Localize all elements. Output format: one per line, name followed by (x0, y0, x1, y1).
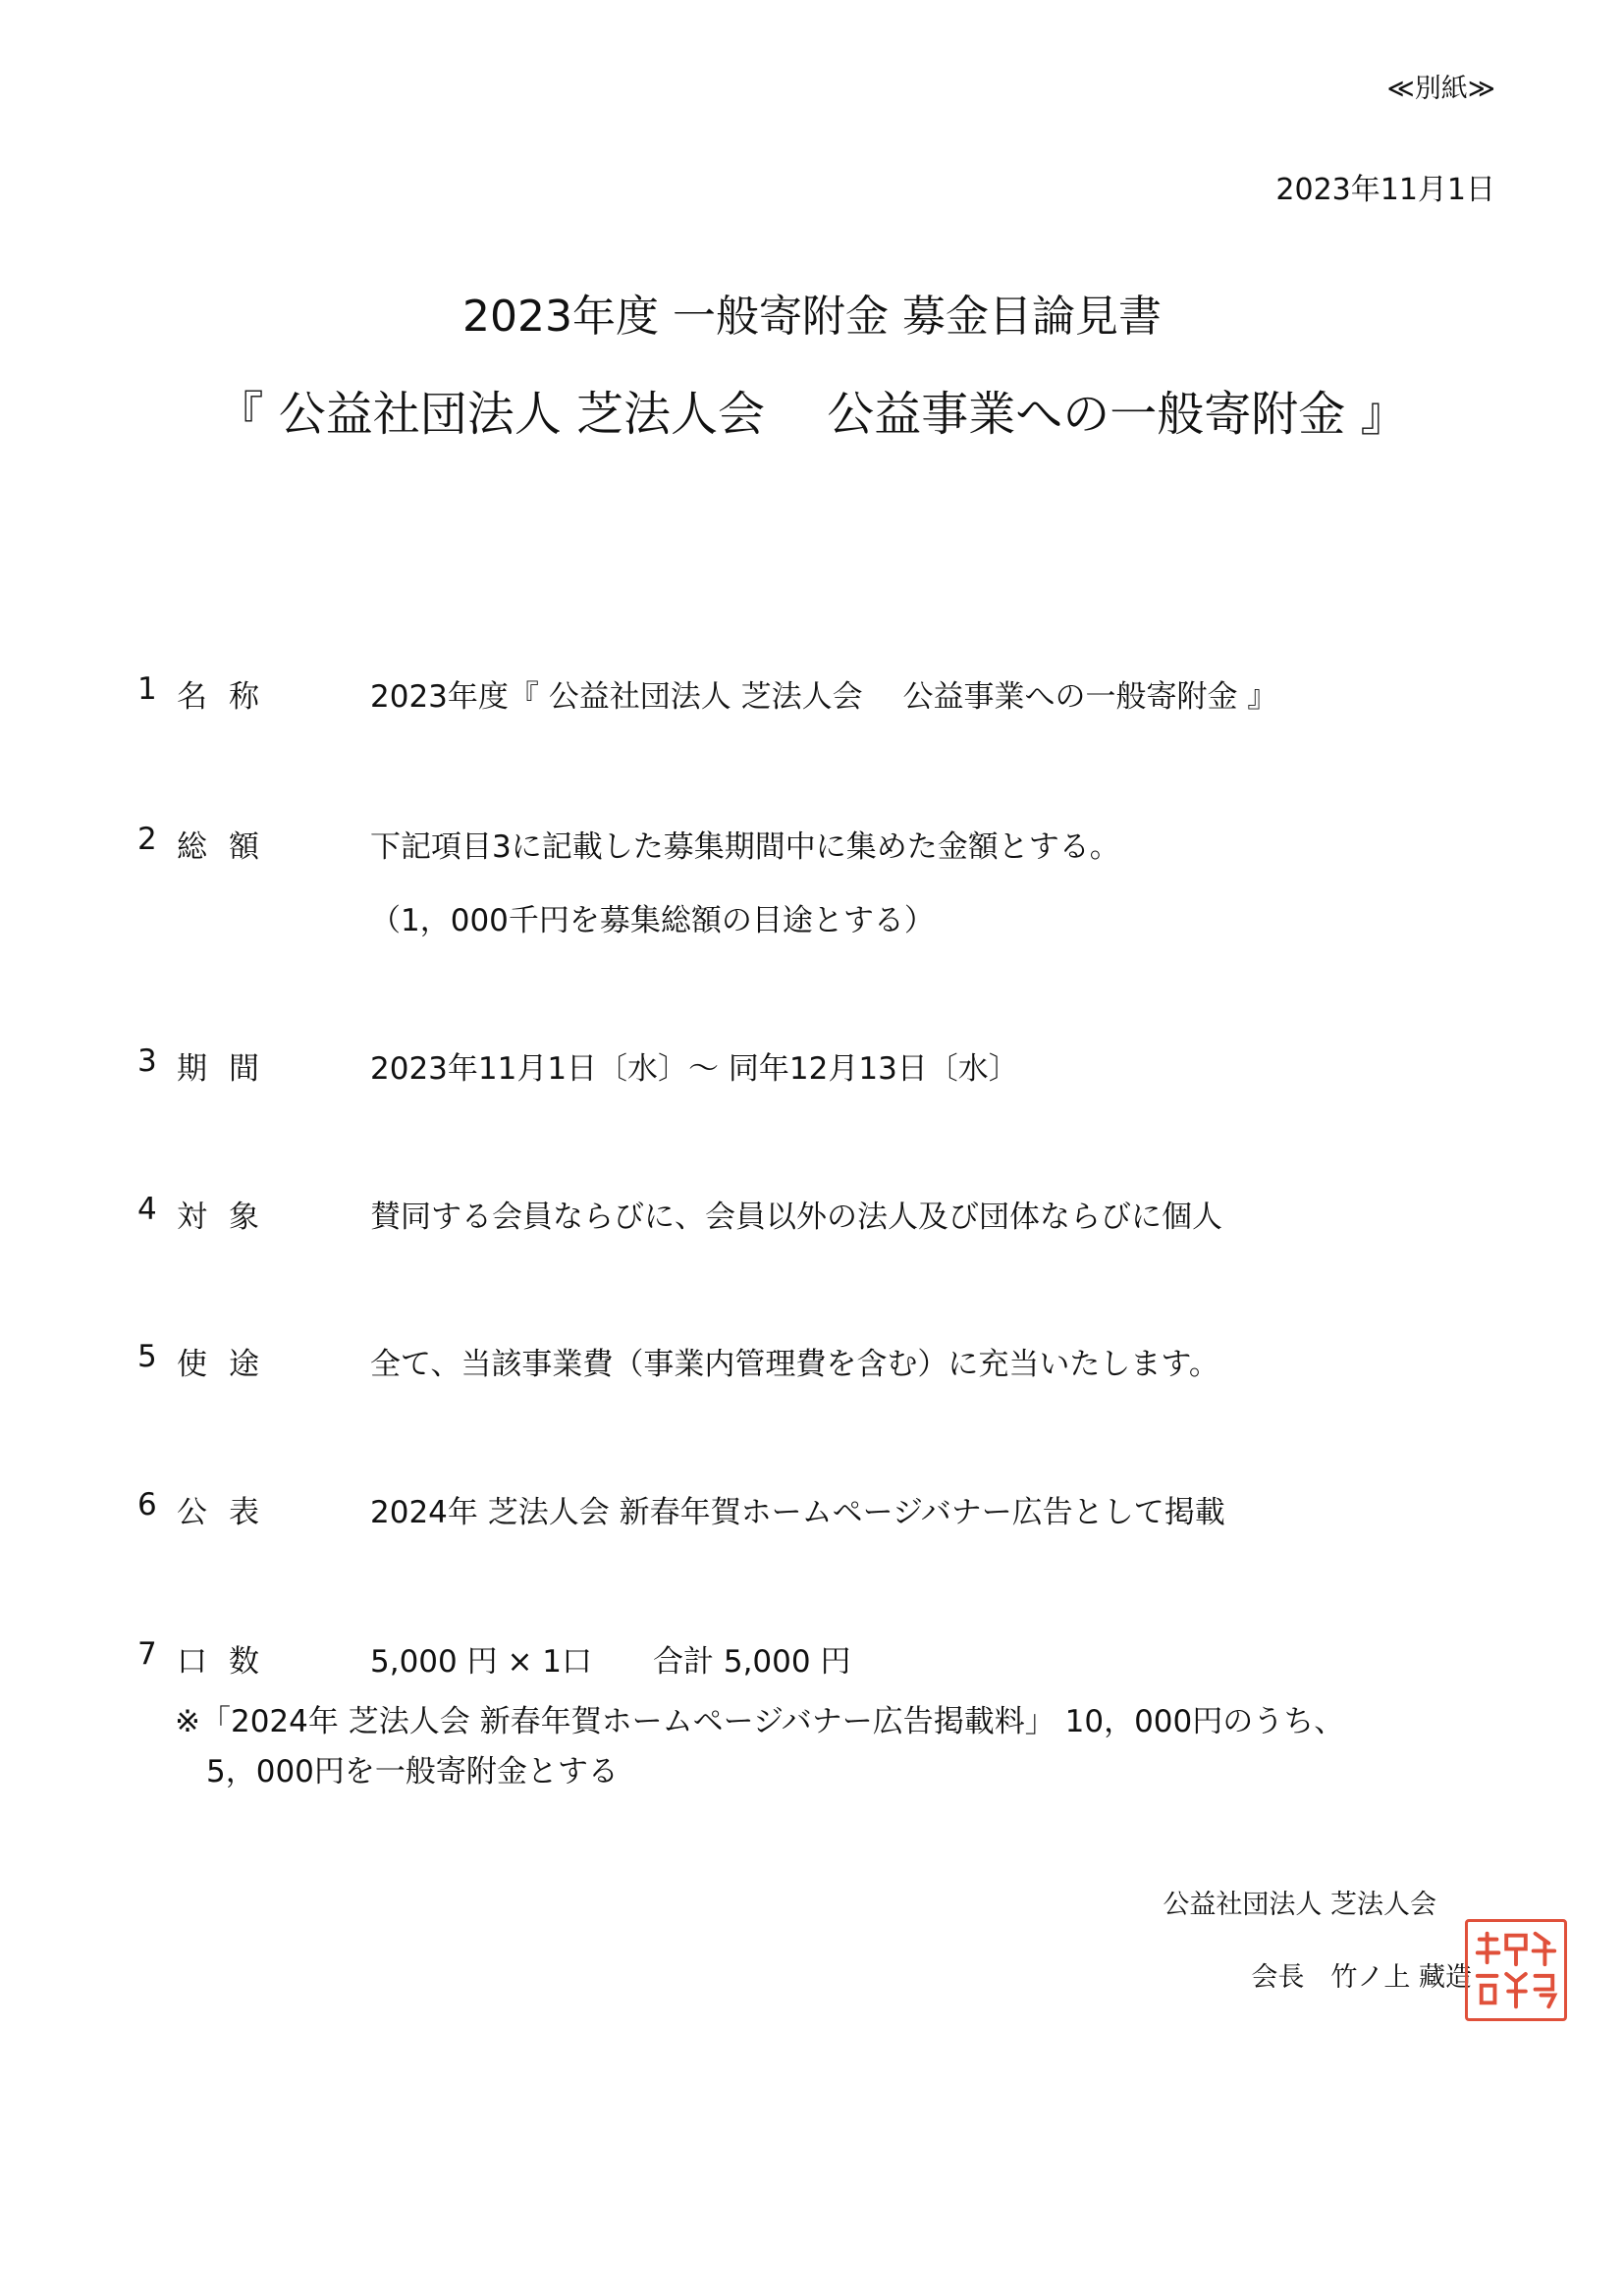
item-number: 6 (137, 1487, 157, 1522)
item-value: 賛同する会員ならびに、会員以外の法人及び団体ならびに個人 (370, 1200, 1222, 1235)
item-value: 下記項目3に記載した募集期間中に集めた金額とする。 (370, 829, 1120, 865)
item-label: 名称 (177, 679, 281, 715)
document-subtitle: 『 公益社団法人 芝法人会 公益事業への一般寄附金 』 (216, 387, 1408, 442)
item-value: 全て、当該事業費（事業内管理費を含む）に充当いたします。 (370, 1347, 1219, 1382)
item-value: 5,000 円 × 1口 合計 5,000 円 (370, 1644, 851, 1680)
item-number: 1 (137, 671, 157, 707)
item-number: 3 (137, 1043, 157, 1079)
document-title: 2023年度 一般寄附金 募金目論見書 (462, 292, 1162, 342)
note-line: ※「2024年 芝法人会 新春年賀ホームページバナー広告掲載料」 10，000円のうち、 (175, 1704, 1345, 1739)
item-label: 使途 (177, 1347, 281, 1382)
attachment-label: ≪別紙≫ (1386, 74, 1495, 104)
item-number: 7 (137, 1636, 157, 1672)
item-number: 5 (137, 1339, 157, 1374)
item-label: 公表 (177, 1495, 281, 1530)
item-label: 口数 (177, 1644, 281, 1680)
item-label: 期間 (177, 1051, 281, 1087)
document-date: 2023年11月1日 (1275, 173, 1495, 207)
item-value: （1，000千円を募集総額の目途とする） (370, 903, 935, 938)
item-label: 総額 (177, 829, 281, 865)
item-value: 2023年度『 公益社団法人 芝法人会 公益事業への一般寄附金 』 (370, 679, 1278, 715)
organization-name: 公益社団法人 芝法人会 (1163, 1890, 1436, 1920)
item-number: 2 (137, 822, 157, 857)
item-value: 2023年11月1日〔水〕～ 同年12月13日〔水〕 (370, 1051, 1019, 1087)
chairman-name: 会長 竹ノ上 藏造 (1251, 1962, 1472, 1993)
seal-stamp-icon (1468, 1922, 1564, 2018)
item-number: 4 (137, 1192, 157, 1227)
note-line: 5，000円を一般寄附金とする (206, 1754, 619, 1789)
item-label: 対象 (177, 1200, 281, 1235)
seal-stamp (1465, 1919, 1567, 2021)
item-value: 2024年 芝法人会 新春年賀ホームページバナー広告として掲載 (370, 1495, 1225, 1530)
